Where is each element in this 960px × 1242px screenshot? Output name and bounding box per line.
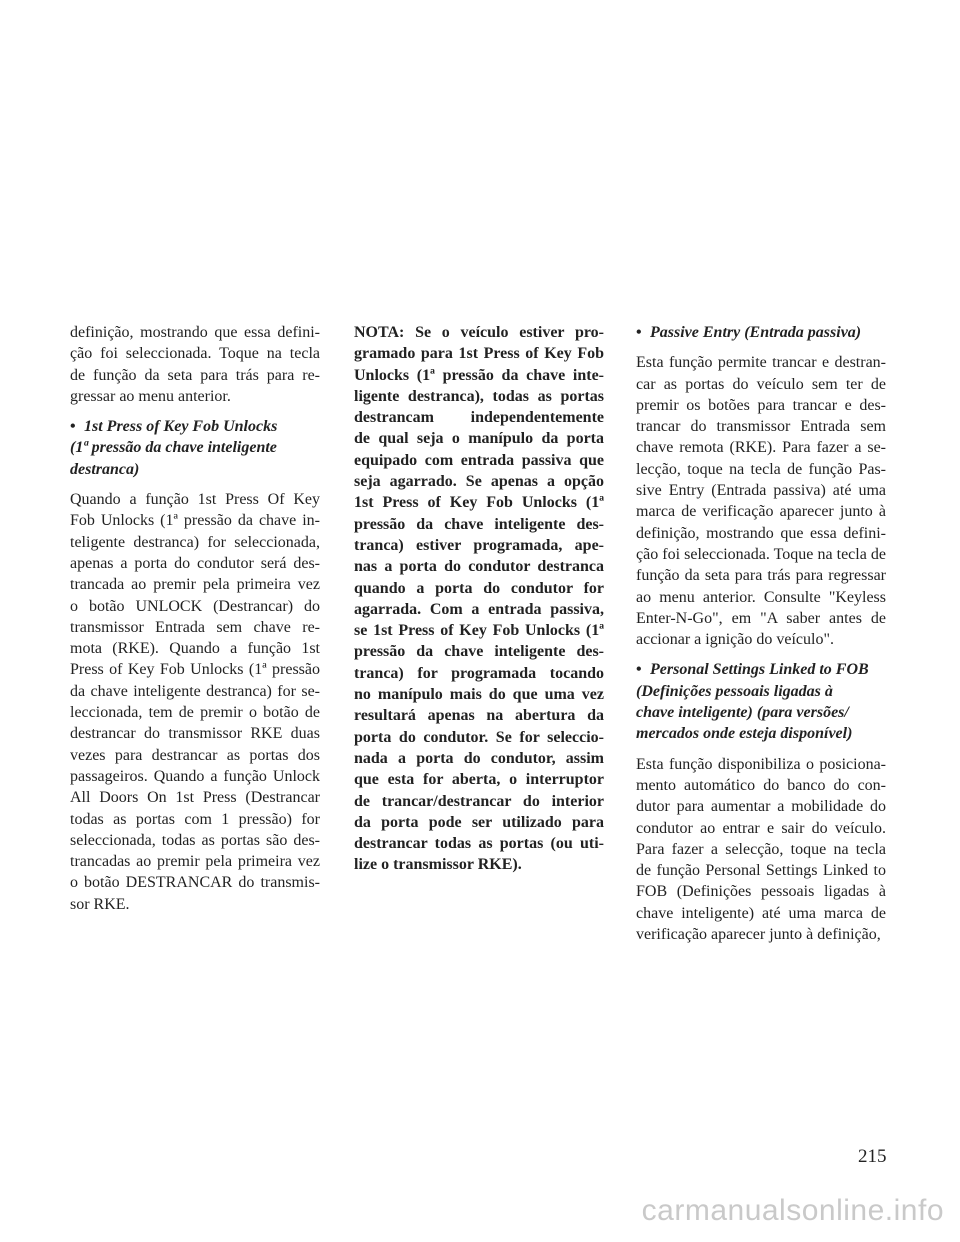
text-line: FOB (Definições pessoais ligadas à [636,883,886,901]
text-line: verificação aparecer junto à definição, [636,926,881,944]
text-line: quando a porta do condutor for [354,579,604,597]
text-line: NOTA: Se o veículo estiver pro- [354,324,604,341]
text-line: Fob Unlocks (1ª pressão da chave in- [70,512,320,530]
bullet-heading-line [636,702,886,723]
text-line: leccionada, tem de premir o botão de [70,704,320,722]
text-line: lize o transmissor RKE). [354,856,522,874]
text-line: equipado com entrada passiva que [354,451,604,469]
note-block [354,322,604,876]
text-line: Enter-N-Go", em "A saber antes de [636,609,886,627]
bullet-heading-line [70,437,320,458]
text-line: vezes para destrancar as portas dos [70,746,320,764]
text-line: Esta função permite trancar e destran- [636,354,886,372]
paragraph-first-press-description [70,489,320,915]
text-line: o botão DESTRANCAR do transmis- [70,874,320,892]
text-line: se 1st Press of Key Fob Unlocks (1ª [354,622,604,640]
text-line: lecção, toque na tecla de função Pas- [636,460,886,478]
bullet-heading-line [636,659,886,680]
bullet-heading-text: (1ª pressão da chave inteligente [70,439,277,457]
text-line: tranca) estiver programada, ape- [354,536,604,554]
text-line: gramado para 1st Press of Key Fob [354,345,604,363]
text-line: definição, mostrando que essa defini- [636,524,886,542]
bullet-heading-passive-entry [636,322,886,343]
text-line: destrancar do transmissor RKE duas [70,725,320,743]
bullet-icon: • [636,661,642,679]
text-line: porta do condutor. Se for seleccio- [354,728,604,746]
text-line: chave inteligente) até uma marca de [636,904,886,922]
text-line: função da seta para trás para regressar [636,567,886,585]
text-line: seja agarrado. Se apenas a opção [354,473,604,491]
bullet-heading-text: 1st Press of Key Fob Unlocks [84,418,278,436]
text-line: destrancar todas as portas (ou uti- [354,835,604,853]
text-line: marca de verificação aparecer junto à [636,503,886,521]
text-line: car as portas do veículo sem ter de [636,375,886,393]
text-line: Para fazer a selecção, toque na tecla [636,840,886,858]
text-line: ção foi seleccionada. Toque na tecla de [636,545,886,563]
bullet-heading-line [70,416,320,437]
text-line: Unlocks (1ª pressão da chave inte- [354,366,604,384]
bullet-heading-text: (Definições pessoais ligadas à [636,682,833,700]
middle-column [354,322,604,885]
text-line: gressar ao menu anterior. [70,387,231,405]
text-line: apenas a porta do condutor será des- [70,554,320,572]
text-line: condutor ao entrar e sair do veículo. [636,819,886,837]
text-line: seleccionada, todas as portas são des- [70,831,320,849]
text-line: destrancam independentemente [354,409,604,427]
text-line: trancada ao premir pela primeira vez [70,576,320,594]
bullet-heading-first-press [70,416,320,480]
text-line: dutor para aumentar a mobilidade do [636,798,886,816]
bullet-heading-line [636,681,886,702]
bullet-heading-text: mercados onde esteja disponível) [636,725,853,743]
text-line: premir os botões para trancar e des- [636,396,886,414]
text-line: chave remota (RKE). Para fazer a se- [636,439,886,457]
text-line: accionar a ignição do veículo". [636,631,834,649]
text-line: todas as portas com 1 pressão) for [70,810,320,828]
paragraph-continuation [70,322,320,407]
text-line: da chave inteligente destranca) for se- [70,682,320,700]
bullet-heading-text: chave inteligente) (para versões/ [636,704,849,722]
text-line: passageiros. Quando a função Unlock [70,767,320,785]
text-line: Esta função disponibiliza o posiciona- [636,755,886,773]
text-line: All Doors On 1st Press (Destrancar [70,789,320,807]
page-number: 215 [858,1146,887,1167]
bullet-icon: • [636,324,642,341]
text-line: de qual seja o manípulo da porta [354,430,604,448]
text-line: que esta for aberta, o interruptor [354,771,604,789]
bullet-heading-text: Personal Settings Linked to FOB [650,661,869,679]
text-line: resultará apenas na abertura da [354,707,604,725]
text-line: mento automático do banco do con- [636,776,886,794]
bullet-heading-text: Passive Entry (Entrada passiva) [650,324,862,341]
text-line: de função da seta para trás para re- [70,366,320,384]
right-column [636,322,886,954]
text-line: Quando a função 1st Press Of Key [70,491,320,509]
text-line: ligente destranca), todas as portas [354,387,604,405]
text-line: teligente destranca) for seleccionada, [70,533,320,551]
text-line: ção foi seleccionada. Toque na tecla [70,345,320,363]
text-line: agarrada. Com a entrada passiva, [354,600,604,618]
bullet-heading-line [636,322,886,343]
text-line: ao menu anterior. Consulte "Keyless [636,588,886,606]
text-line: o botão UNLOCK (Destrancar) do [70,597,320,615]
text-line: sor RKE. [70,895,130,913]
left-column [70,322,320,924]
text-line: pressão da chave inteligente des- [354,515,604,533]
text-line: nada a porta do condutor, assim [354,749,604,767]
paragraph-personal-settings-description [636,754,886,946]
text-line: trancar do transmissor Entrada sem [636,418,886,436]
text-line: Press of Key Fob Unlocks (1ª pressão [70,661,320,679]
bullet-heading-line [636,723,886,744]
text-line: tranca) for programada tocando [354,664,604,682]
text-line: no manípulo mais do que uma vez [354,686,604,704]
paragraph-passive-entry-description [636,352,886,650]
watermark-logo: carmanualsonline.info [641,1194,944,1227]
text-line: de função Personal Settings Linked to [636,862,886,880]
bullet-heading-text: destranca) [70,460,140,478]
bullet-heading-personal-settings [636,659,886,744]
text-line: definição, mostrando que essa defini- [70,324,320,341]
text-line: mota (RKE). Quando a função 1st [70,640,320,658]
text-line: de trancar/destrancar do interior [354,792,604,810]
text-line: trancadas ao premir pela primeira vez [70,853,320,871]
text-line: sive Entry (Entrada passiva) até uma [636,482,886,500]
bullet-heading-line [70,459,320,480]
text-line: 1st Press of Key Fob Unlocks (1ª [354,494,604,512]
bullet-icon: • [70,418,76,436]
text-line: da porta pode ser utilizado para [354,813,604,831]
text-line: nas a porta do condutor destranca [354,558,604,576]
text-line: transmissor Entrada sem chave re- [70,618,320,636]
text-line: pressão da chave inteligente des- [354,643,604,661]
